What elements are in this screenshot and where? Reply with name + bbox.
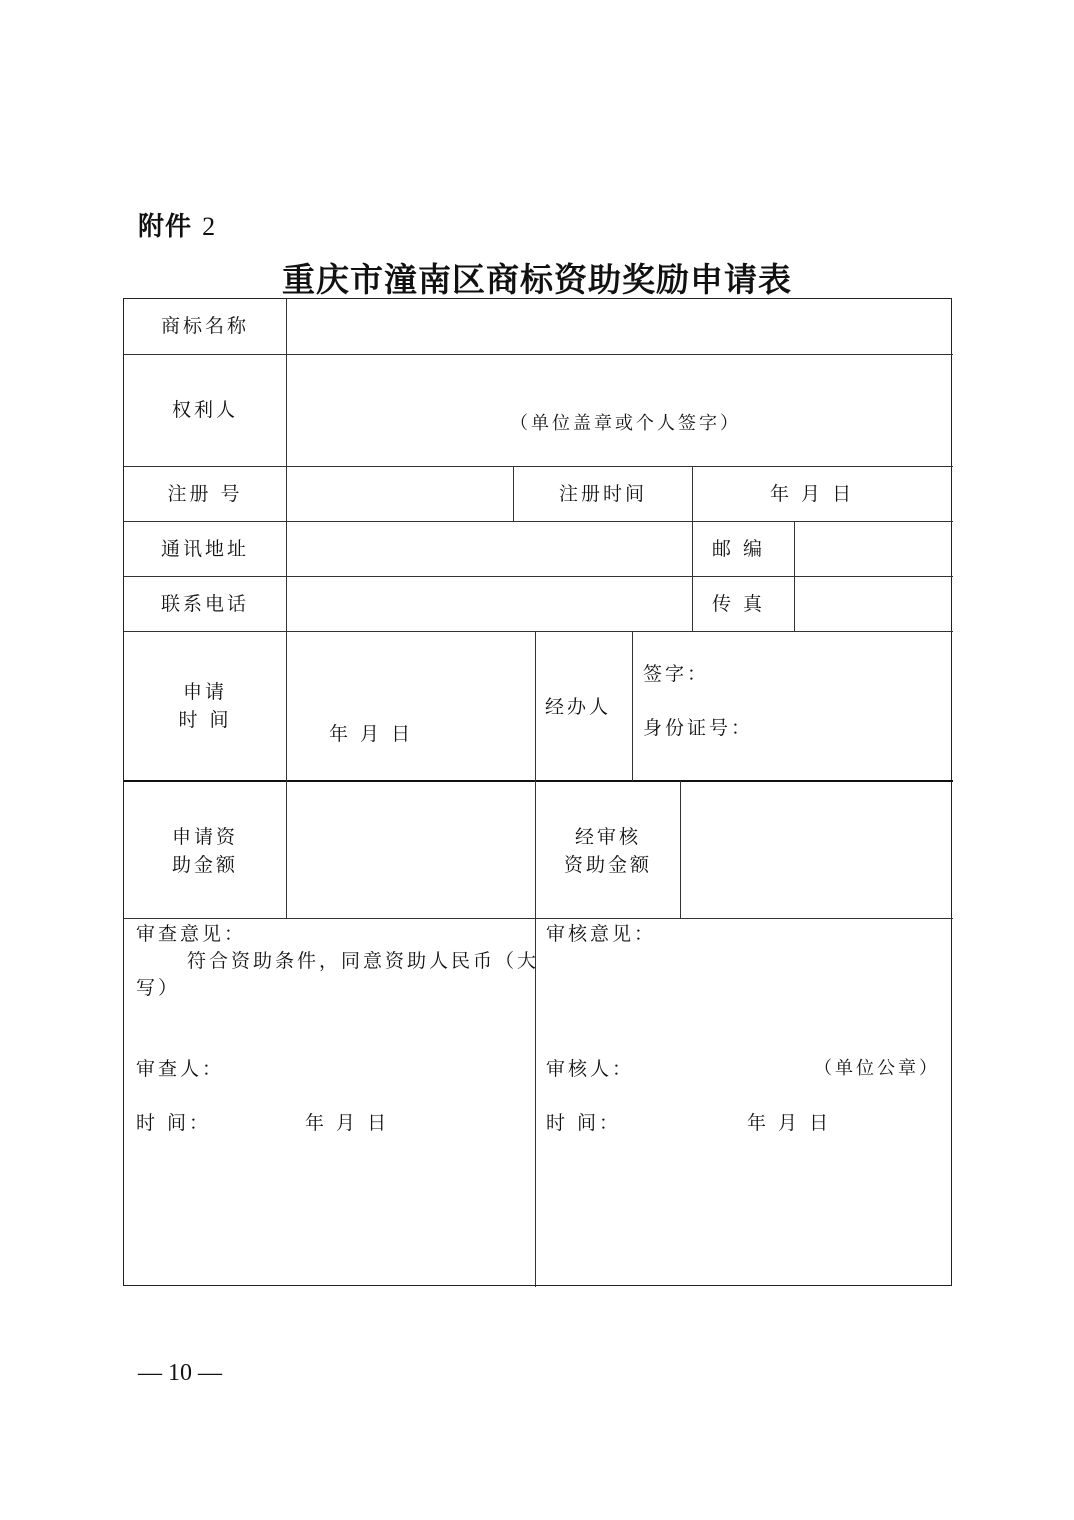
approved-amount-label-line1: 经审核 <box>574 826 641 848</box>
phone-label: 联系电话 <box>160 593 249 615</box>
trademark-name-field[interactable] <box>287 299 952 354</box>
attachment-label: 附件 2 <box>138 212 217 242</box>
owner-label: 权利人 <box>171 399 238 421</box>
fax-label: 传 真 <box>712 593 766 615</box>
trademark-name-label: 商标名称 <box>160 315 249 337</box>
document-title: 重庆市潼南区商标资助奖励申请表 <box>282 260 792 299</box>
audit-date-text[interactable]: 年 月 日 <box>747 1112 832 1134</box>
owner-seal-note: （单位盖章或个人签字） <box>510 413 741 434</box>
handler-label: 经办人 <box>545 696 612 718</box>
apply-amount-label-line2: 助金额 <box>171 854 238 876</box>
registration-time-label: 注册时间 <box>558 483 647 505</box>
signature-label: 签字： <box>643 663 710 685</box>
apply-time-label-line2: 时 间 <box>178 709 232 731</box>
review-opinion-text: 符合资助条件，同意资助人民币（大 <box>187 950 540 972</box>
postcode-label: 邮 编 <box>712 538 766 560</box>
audit-time-label: 时 间： <box>546 1112 622 1134</box>
apply-amount-field[interactable] <box>287 782 535 918</box>
fax-field[interactable] <box>795 577 952 631</box>
registration-date-text[interactable]: 年 月 日 <box>770 483 855 505</box>
approved-amount-field[interactable] <box>681 782 952 918</box>
registration-number-label: 注册 号 <box>167 483 243 505</box>
reviewer-label: 审查人： <box>136 1058 225 1080</box>
auditor-label: 审核人： <box>546 1058 635 1080</box>
address-field[interactable] <box>287 522 692 576</box>
registration-number-field[interactable] <box>287 467 513 521</box>
review-opinion-text-continued: 写） <box>136 977 181 999</box>
apply-date-text[interactable]: 年 月 日 <box>329 723 414 745</box>
approved-amount-label-line2: 资助金额 <box>563 854 652 876</box>
review-time-label: 时 间： <box>136 1112 212 1134</box>
application-form-table <box>123 298 952 1286</box>
review-date-text[interactable]: 年 月 日 <box>305 1112 390 1134</box>
address-label: 通讯地址 <box>160 538 249 560</box>
apply-time-label-line1: 申请 <box>182 681 227 703</box>
phone-field[interactable] <box>287 577 692 631</box>
attachment-number: 2 <box>202 212 217 241</box>
review-opinion-label: 审查意见： <box>136 923 247 945</box>
page-number: — 10 — <box>138 1360 222 1386</box>
unit-seal-note: （单位公章） <box>814 1058 940 1079</box>
apply-amount-label-line1: 申请资 <box>171 826 238 848</box>
audit-opinion-label: 审核意见： <box>546 923 657 945</box>
id-number-label: 身份证号： <box>643 717 754 739</box>
postcode-field[interactable] <box>795 522 952 576</box>
